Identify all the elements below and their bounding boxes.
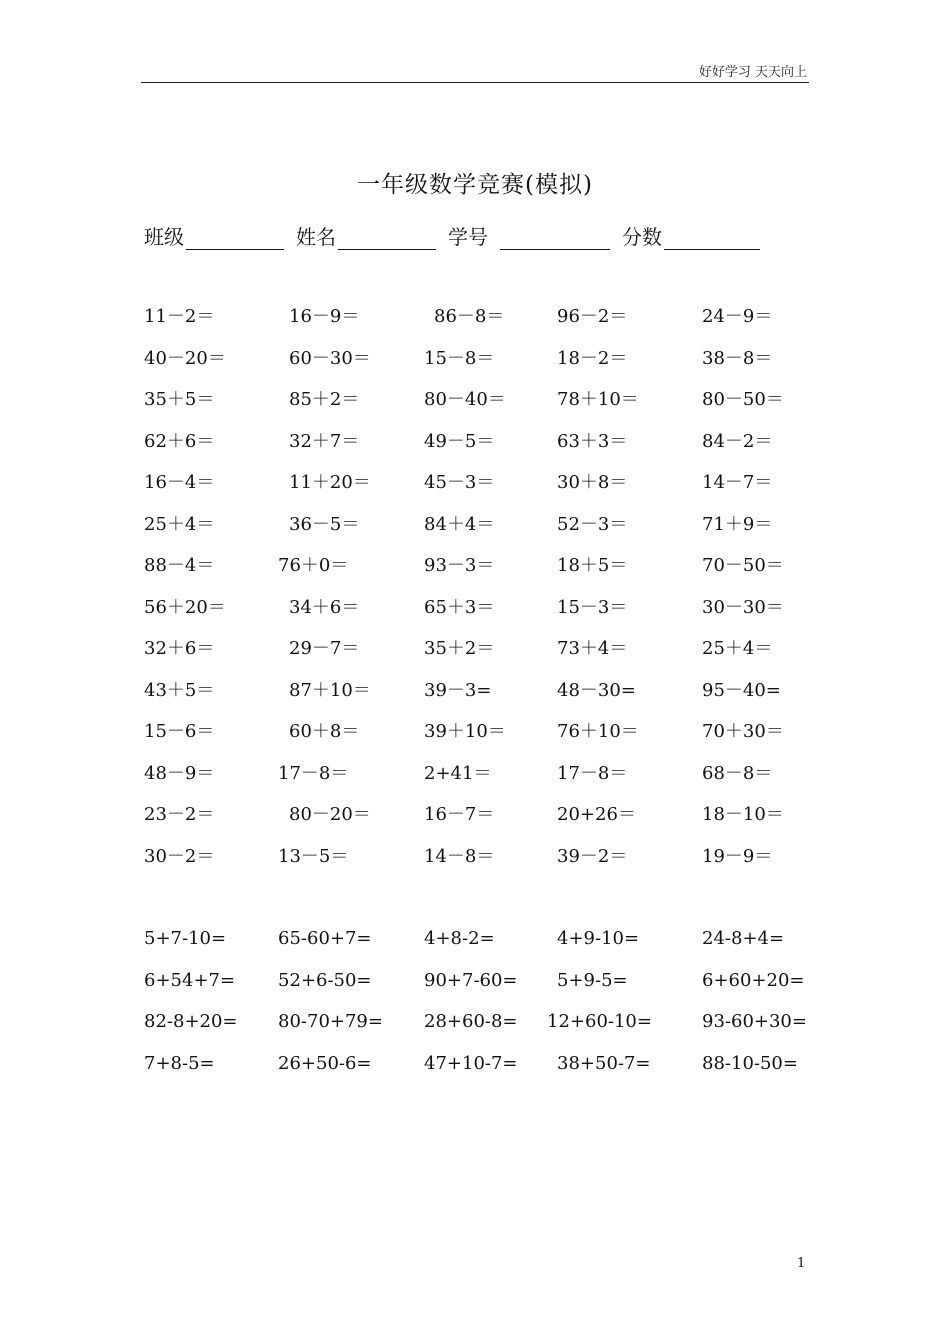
problem-item: 11－2＝ — [144, 306, 215, 327]
page-number: 1 — [797, 1256, 806, 1271]
problem-item: 30＋8＝ — [557, 472, 628, 493]
problem-item: 95－40= — [702, 679, 781, 701]
problem-item: 63＋3＝ — [557, 430, 628, 452]
score-field[interactable] — [622, 221, 760, 250]
problem-item: 30－2＝ — [144, 845, 215, 867]
problem-item: 73＋4＝ — [557, 638, 628, 659]
problem-item: 29－7＝ — [289, 638, 360, 659]
problem-item: 49－5＝ — [424, 430, 495, 452]
student-number-label: 学号 — [448, 225, 488, 249]
problem-item: 5+9-5= — [557, 969, 628, 991]
header-divider — [141, 82, 809, 83]
problem-item: 14－7＝ — [702, 472, 773, 493]
problem-item: 48－30= — [557, 679, 636, 701]
problem-item: 16－9＝ — [289, 306, 360, 327]
problem-item: 23－2＝ — [144, 804, 215, 825]
problem-item: 93-60+30= — [702, 1011, 807, 1032]
problem-item: 88-10-50= — [702, 1052, 798, 1074]
problem-item: 38+50-7= — [557, 1052, 651, 1074]
problem-item: 13－5＝ — [278, 845, 349, 867]
problem-item: 12+60-10= — [547, 1011, 652, 1032]
problem-item: 18＋5＝ — [557, 555, 628, 576]
problem-item: 18－10＝ — [702, 804, 784, 825]
problem-item: 93－3＝ — [424, 555, 495, 576]
problem-item: 24－9＝ — [702, 306, 773, 327]
student-info-row — [144, 220, 772, 250]
problem-item: 78＋10＝ — [557, 389, 639, 410]
class-blank[interactable] — [186, 223, 284, 250]
problem-item: 80－20＝ — [289, 804, 371, 825]
problem-item: 60－30＝ — [289, 347, 371, 369]
problem-item: 87＋10＝ — [289, 679, 371, 701]
problem-item: 70＋30＝ — [702, 721, 784, 742]
problem-item: 26+50-6= — [278, 1052, 372, 1074]
problem-item: 30－30＝ — [702, 596, 784, 618]
problem-item: 45－3＝ — [424, 472, 495, 493]
problem-item: 35＋5＝ — [144, 389, 215, 410]
problem-item: 84－2＝ — [702, 430, 773, 452]
problem-item: 4+9-10= — [557, 928, 640, 949]
problem-item: 34＋6＝ — [289, 596, 360, 618]
problem-item: 36－5＝ — [289, 513, 360, 535]
problem-item: 82-8+20= — [144, 1011, 238, 1032]
problem-item: 90+7-60= — [424, 969, 518, 991]
problem-item: 16－4＝ — [144, 472, 215, 493]
problem-item: 85＋2＝ — [289, 389, 360, 410]
page-title: 一年级数学竞赛(模拟) — [357, 172, 593, 198]
problem-item: 88－4＝ — [144, 555, 215, 576]
student-number-field[interactable] — [448, 221, 610, 250]
problem-item: 84＋4＝ — [424, 513, 495, 535]
problem-item: 56＋20＝ — [144, 596, 226, 618]
problem-item: 6+60+20= — [702, 969, 805, 991]
name-field[interactable] — [296, 221, 436, 250]
problem-item: 96－2＝ — [557, 306, 628, 327]
problem-item: 76＋10＝ — [557, 721, 639, 742]
class-field[interactable] — [144, 221, 284, 250]
problem-item: 47+10-7= — [424, 1052, 518, 1074]
problem-item: 25＋4＝ — [144, 513, 215, 535]
problem-item: 24-8+4= — [702, 928, 785, 949]
problem-item: 28+60-8= — [424, 1011, 518, 1032]
problem-item: 40－20＝ — [144, 347, 226, 369]
problem-item: 2+41＝ — [424, 762, 492, 784]
problem-item: 15－8＝ — [424, 347, 495, 369]
problem-item: 60＋8＝ — [289, 721, 360, 742]
problem-item: 76＋0＝ — [278, 555, 349, 576]
problem-item: 80-70+79= — [278, 1011, 383, 1032]
problem-item: 25＋4＝ — [702, 638, 773, 659]
problem-item: 14－8＝ — [424, 845, 495, 867]
problem-item: 20+26＝ — [557, 804, 636, 825]
problem-item: 15－3＝ — [557, 596, 628, 618]
problem-item: 71＋9＝ — [702, 513, 773, 535]
problem-item: 39－2＝ — [557, 845, 628, 867]
problem-item: 35＋2＝ — [424, 638, 495, 659]
problem-item: 52－3＝ — [557, 513, 628, 535]
problem-item: 15－6＝ — [144, 721, 215, 742]
problem-item: 5+7-10= — [144, 928, 227, 949]
problem-item: 86－8＝ — [434, 306, 505, 327]
class-label: 班级 — [144, 225, 184, 249]
problem-item: 6+54+7= — [144, 969, 236, 991]
problem-item: 32＋7＝ — [289, 430, 360, 452]
name-blank[interactable] — [338, 223, 436, 250]
problem-item: 65＋3＝ — [424, 596, 495, 618]
problem-item: 17－8＝ — [278, 762, 349, 784]
problem-item: 80－50＝ — [702, 389, 784, 410]
student-number-blank[interactable] — [500, 223, 610, 250]
problem-item: 38－8＝ — [702, 347, 773, 369]
problem-item: 32＋6＝ — [144, 638, 215, 659]
problem-item: 7+8-5= — [144, 1052, 215, 1074]
problem-item: 65-60+7= — [278, 928, 372, 949]
problem-item: 18－2＝ — [557, 347, 628, 369]
problem-item: 62＋6＝ — [144, 430, 215, 452]
problem-item: 16－7＝ — [424, 804, 495, 825]
problem-item: 39＋10＝ — [424, 721, 506, 742]
problem-item: 80－40＝ — [424, 389, 506, 410]
problem-item: 39－3= — [424, 679, 492, 701]
score-blank[interactable] — [664, 223, 760, 250]
problem-item: 11＋20＝ — [289, 472, 371, 493]
problem-item: 4+8-2= — [424, 928, 495, 949]
problem-item: 52+6-50= — [278, 969, 372, 991]
name-label: 姓名 — [296, 225, 336, 249]
problem-item: 48－9＝ — [144, 762, 215, 784]
problem-item: 43＋5＝ — [144, 679, 215, 701]
score-label: 分数 — [622, 225, 662, 249]
problem-item: 17－8＝ — [557, 762, 628, 784]
header-motto: 好好学习 天天向上 — [698, 65, 807, 80]
problem-item: 19－9＝ — [702, 845, 773, 867]
problem-item: 70－50＝ — [702, 555, 784, 576]
problem-item: 68－8＝ — [702, 762, 773, 784]
